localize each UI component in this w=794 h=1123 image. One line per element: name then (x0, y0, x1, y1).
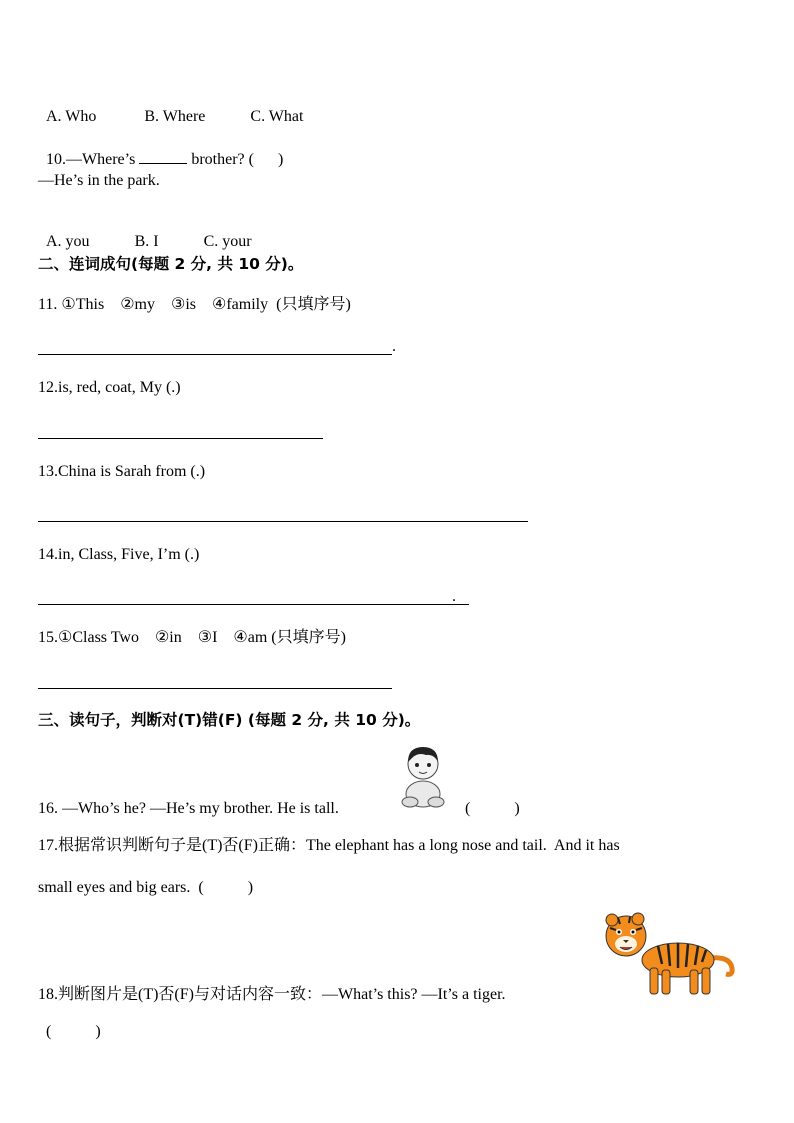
q14-period: . (452, 588, 456, 605)
q17-statement-line2: small eyes and big ears. ( ) (38, 879, 254, 896)
q16-answer-parens[interactable]: ( ) (465, 800, 520, 817)
q13-answer-line[interactable] (38, 521, 528, 522)
q14-answer-line[interactable] (38, 604, 469, 605)
q12-answer-line[interactable] (38, 438, 323, 439)
q18-statement: 18.判断图片是(T)否(F)与对话内容一致：—What’s this? —It’s a tiger. (38, 986, 506, 1003)
q13-prompt: 13.China is Sarah from (.) (38, 463, 206, 480)
q11-period: . (392, 338, 396, 355)
q9-option-b: B. Where (144, 108, 206, 125)
q15-answer-line[interactable] (38, 688, 392, 689)
q10-prefix: 10.—Where’s (46, 151, 140, 168)
q10-options (38, 212, 252, 252)
q16-statement: 16. —Who’s he? —He’s my brother. He is tall. (38, 800, 339, 817)
section2-title: 二、连词成句(每题 2 分, 共 10 分)。 (38, 255, 304, 273)
q9-options (38, 87, 303, 127)
q15-prompt: 15.①Class Two ②in ③I ④am (只填序号) (38, 629, 346, 646)
q10-option-b: B. I (134, 233, 159, 250)
q14-prompt: 14.in, Class, Five, I’m (.) (38, 546, 200, 563)
q10-blank[interactable] (139, 149, 187, 164)
q10-suffix: brother? ( ) (187, 151, 284, 168)
q17-statement-line1: 17.根据常识判断句子是(T)否(F)正确：The elephant has a long nose and tail. And it has (38, 837, 620, 854)
q10-option-c: C. your (203, 233, 252, 250)
q11-prompt: 11. ①This ②my ③is ④family (只填序号) (38, 296, 351, 313)
q18-answer-parens[interactable]: ( ) (46, 1023, 101, 1040)
q11-answer-line[interactable] (38, 354, 392, 355)
tiger-image (598, 910, 740, 1000)
q10-question (38, 129, 283, 170)
q9-option-c: C. What (250, 108, 304, 125)
boy-image (396, 742, 450, 812)
section3-title: 三、读句子，判断对(T)错(F) (每题 2 分, 共 10 分)。 (38, 711, 421, 729)
q9-option-a: A. Who (46, 108, 97, 125)
q12-prompt: 12.is, red, coat, My (.) (38, 379, 181, 396)
q10-option-a: A. you (46, 233, 90, 250)
q10-reply: —He’s in the park. (38, 172, 160, 189)
